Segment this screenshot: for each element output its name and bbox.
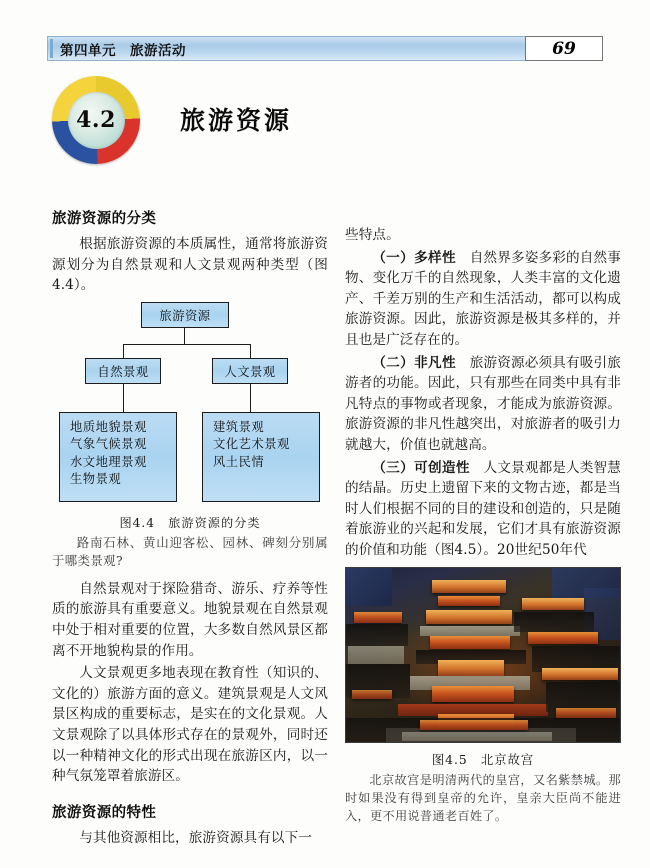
connector-line — [250, 384, 251, 412]
photo-roof — [354, 612, 402, 623]
connector-line — [123, 384, 124, 412]
chart-node-natural: 自然景观 — [85, 358, 161, 384]
figure-4-4-question: 路南石林、黄山迎客松、园林、碑刻分别属于哪类景观? — [52, 534, 328, 569]
connector-line — [123, 344, 250, 345]
chart-item: 气象气候景观 — [70, 437, 147, 452]
chart-node-human-items — [202, 412, 320, 502]
photo-roof — [438, 660, 504, 676]
item-label-creatability: （三）可创造性 — [372, 459, 470, 476]
figure-4-5-note: 北京故宫是明清两代的皇宫，又名紫禁城。那时如果没有得到皇帝的允许，皇亲大臣尚不能进入，更不用说普通老百姓了。 — [345, 772, 621, 823]
section-badge-icon — [52, 76, 140, 164]
photo-roof — [420, 720, 528, 730]
paragraph-continued: 些特点。 — [345, 227, 400, 243]
photo-roof — [430, 636, 510, 649]
connector-line — [250, 344, 251, 358]
photo-roof — [542, 668, 618, 680]
paragraph-creatability — [345, 458, 621, 561]
page-title: 旅游资源 — [180, 106, 293, 135]
chart-item: 风土民情 — [213, 454, 265, 469]
paragraph-natural-landscape: 自然景观对于探险猎奇、游乐、疗养等性质的旅游具有重要意义。地貌景观在自然景观中处于相对重要的位置，大多数自然风景区都离不开地貌构景的作用。 — [52, 580, 328, 659]
page-number-box — [525, 36, 603, 61]
photo-courtyard — [348, 646, 404, 664]
chart-item: 建筑景观 — [213, 419, 265, 434]
photo-shadow — [346, 624, 408, 646]
photo-roof — [522, 598, 584, 610]
paragraph-classification-intro: 根据旅游资源的本质属性，通常将旅游资源划分为自然景观和人文景观两种类型（图4.4）。 — [52, 236, 328, 294]
right-column — [345, 225, 621, 825]
section-badge-center — [68, 92, 125, 149]
photo-region — [346, 568, 392, 606]
item-text-creatability: 人文景观都是人类智慧的结晶。历史上遗留下来的文物古迹，都是当时人们根据不同的目的建设和创造的，只是随着旅游业的兴起和发展，它们才具有旅游资源的价值和功能（图4.5）。20世纪50年代 — [345, 459, 621, 558]
heading-characteristics: 旅游资源的特性 — [52, 804, 157, 821]
chart-item: 文化艺术景观 — [213, 437, 290, 452]
left-column — [52, 207, 328, 850]
photo-courtyard — [402, 732, 552, 741]
section-number: 4.2 — [76, 107, 116, 133]
figure-4-4-caption: 图4.4 旅游资源的分类 — [119, 515, 261, 530]
photo-roof — [556, 708, 616, 718]
item-label-diversity: （一）多样性 — [372, 249, 456, 266]
photo-roof — [438, 596, 500, 606]
chart-node-human: 人文景观 — [212, 358, 288, 384]
photo-roof — [432, 580, 506, 593]
paragraph-human-landscape: 人文景观更多地表现在教育性（知识的、文化的）旅游方面的意义。建筑景观是人文风景区构成的重要标志，是实在的文化景观。人文景观除了以具体形式存在的景观外，同时还以一种精神文化的形式出现在旅游区内，以一种气氛笼罩着旅游区。 — [52, 665, 328, 785]
photo-shadow — [514, 612, 594, 632]
photo-roof — [352, 690, 392, 699]
connector-line — [184, 328, 185, 344]
item-text-diversity: 自然界多姿多彩的自然事物、变化万千的自然现象，人类丰富的文化遗产、千差万别的生产和生活活动，都可以构成旅游资源。因此，旅游资源是极其多样的，并且也是广泛存在的。 — [345, 249, 621, 348]
chart-item: 地质地貌景观 — [70, 419, 147, 434]
page-number: 69 — [552, 38, 576, 59]
item-label-extraordinariness: （二）非凡性 — [372, 354, 456, 371]
paragraph-diversity — [345, 248, 621, 351]
photo-roof — [528, 632, 598, 644]
chart-item: 水文地理景观 — [70, 454, 147, 469]
chart-node-natural-items — [59, 412, 177, 502]
unit-label: 第四单元 旅游活动 — [60, 42, 186, 59]
chart-node-root: 旅游资源 — [141, 302, 229, 328]
paragraph-extraordinariness — [345, 353, 621, 456]
photo-roof — [426, 610, 512, 624]
classification-flowchart — [52, 302, 328, 510]
figure-4-5-caption: 图4.5 北京故宫 — [431, 752, 535, 767]
section-header — [52, 76, 452, 168]
running-header — [47, 36, 603, 61]
unit-banner — [47, 36, 525, 61]
photo-courtyard — [420, 626, 520, 636]
connector-line — [123, 344, 124, 358]
chart-item: 生物景观 — [70, 472, 122, 487]
heading-classification: 旅游资源的分类 — [52, 211, 157, 227]
photo-roof — [432, 686, 514, 702]
item-text-extraordinariness: 旅游资源必须具有吸引旅游者的功能。因此，只有那些在同类中具有非凡特点的事物或者现象，才能成为旅游资源。旅游资源的非凡性越突出，对旅游者的吸引力就越大，价值也就越高。 — [345, 354, 621, 453]
figure-4-5-photo — [345, 567, 621, 743]
paragraph-characteristics-intro: 与其他资源相比，旅游资源具有以下一 — [79, 829, 312, 846]
